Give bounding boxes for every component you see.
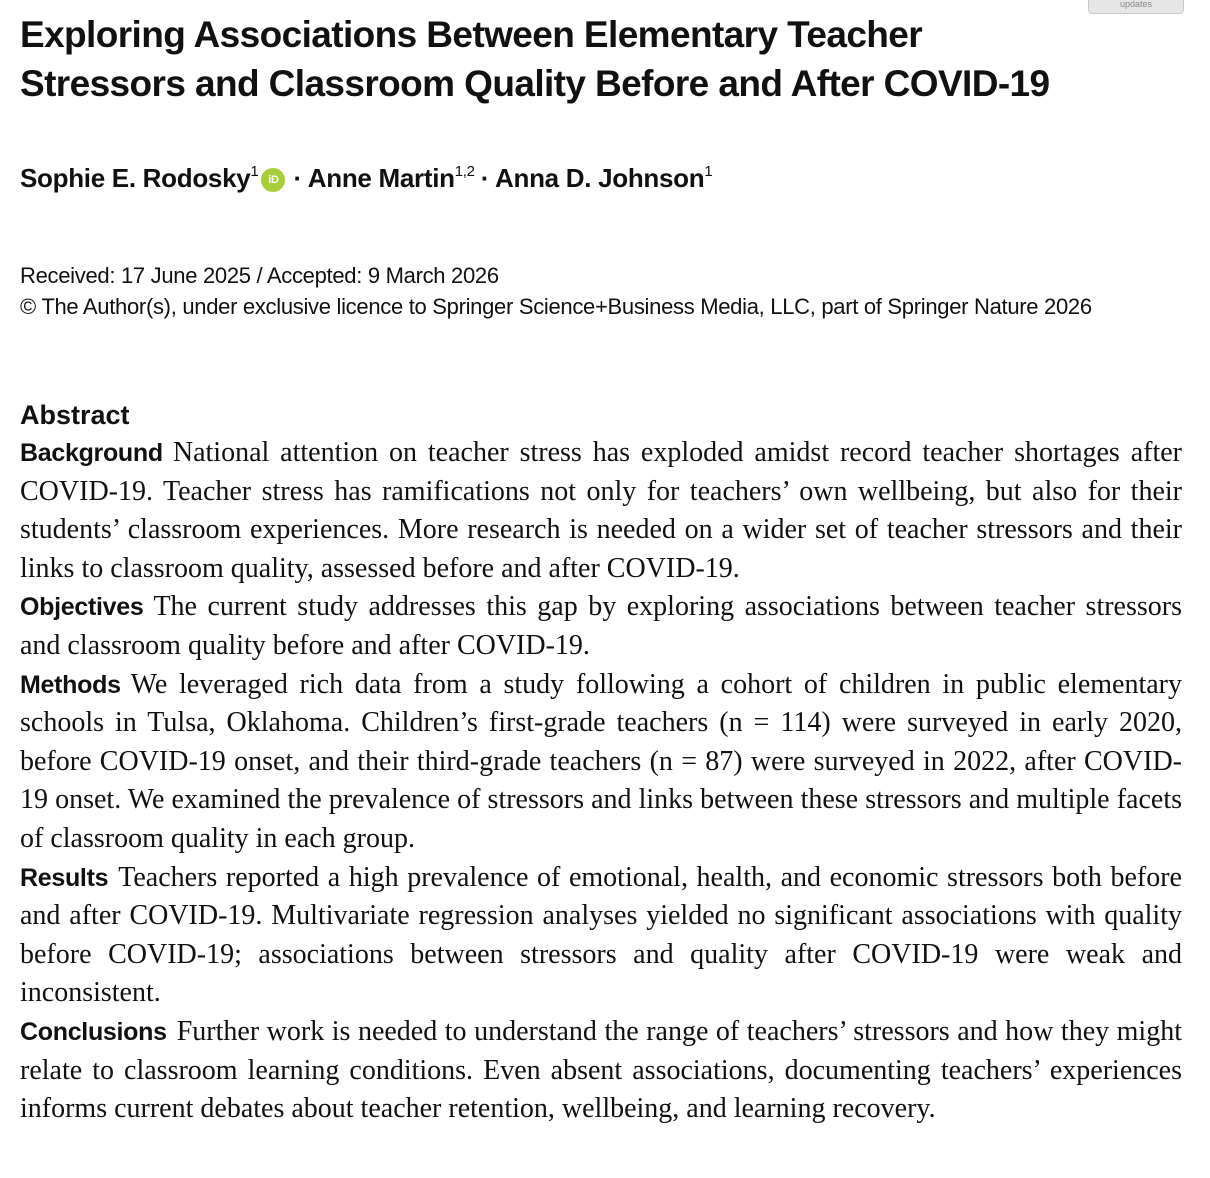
article-title: Exploring Associations Between Elementary Teacher Stressors and Classroom Quality Before and After COVID-19 — [20, 14, 1050, 104]
copyright-notice: © The Author(s), under exclusive licence to Springer Science+Business Media, LLC, part of Springer Nature 2026 — [20, 294, 1092, 319]
author-name[interactable]: Sophie E. Rodosky — [20, 163, 251, 193]
section-label: Conclusions — [20, 1017, 167, 1046]
section-label: Background — [20, 439, 163, 467]
section-label: Objectives — [20, 593, 144, 622]
section-label: Methods — [20, 670, 121, 699]
author-affiliation: 1,2 — [454, 163, 475, 180]
author-affiliation: 1 — [250, 163, 259, 180]
abstract-results — [20, 859, 1182, 1013]
abstract-heading: Abstract — [20, 400, 130, 430]
section-text: Further work is needed to understand the range of teachers’ stressors and how they might relate to classroom learning conditions. Even absent associations, documenting teachers’ experiences informs current debates about teacher retention, wellbeing, and learning recovery. — [20, 1015, 1182, 1125]
orcid-icon[interactable]: iD — [261, 168, 285, 192]
author-name[interactable]: Anna D. Johnson — [495, 163, 705, 193]
abstract — [20, 396, 1182, 1129]
section-text: We leveraged rich data from a study following a cohort of children in public elementary schools in Tulsa, Oklahoma. Children’s first-grade teachers (n = 114) were surveyed in early 2020, before COVID-19 onset, and their third-grade teachers (n = 87) were surveyed in 2022, after COVID-19 onset. We examined the prevalence of stressors and links between these stressors and multiple facets of classroom quality in each group. — [20, 668, 1182, 854]
abstract-background — [20, 434, 1182, 588]
section-text: Teachers reported a high prevalence of emotional, health, and economic stressors both before and after COVID-19. Multivariate regression analyses yielded no significant associations with quality before COVID-19; associations between stressors and quality after COVID-19 were weak and inconsistent. — [20, 861, 1182, 1009]
author-separator: · — [480, 163, 490, 193]
article-dates — [20, 260, 1092, 322]
author-list — [20, 160, 712, 196]
received-accepted-dates: Received: 17 June 2025 / Accepted: 9 March 2026 — [20, 263, 499, 288]
section-label: Results — [20, 863, 109, 892]
author-name[interactable]: Anne Martin — [307, 163, 455, 193]
section-text: National attention on teacher stress has exploded amidst record teacher shortages after COVID-19. Teacher stress has ramifications not only for teachers’ own wellbeing, but also for their students’ classroom experiences. More research is needed on a wider set of teacher stressors and their links to classroom quality, assessed before and after COVID-19. — [20, 437, 1182, 584]
abstract-methods — [20, 666, 1182, 859]
abstract-objectives — [20, 588, 1182, 665]
abstract-conclusions — [20, 1013, 1182, 1129]
section-text: The current study addresses this gap by exploring associations between teacher stressors and classroom quality before and after COVID-19. — [20, 591, 1182, 661]
author-separator: · — [293, 163, 302, 193]
check-for-updates-badge[interactable]: updates — [1088, 0, 1184, 14]
author-affiliation: 1 — [704, 163, 713, 180]
